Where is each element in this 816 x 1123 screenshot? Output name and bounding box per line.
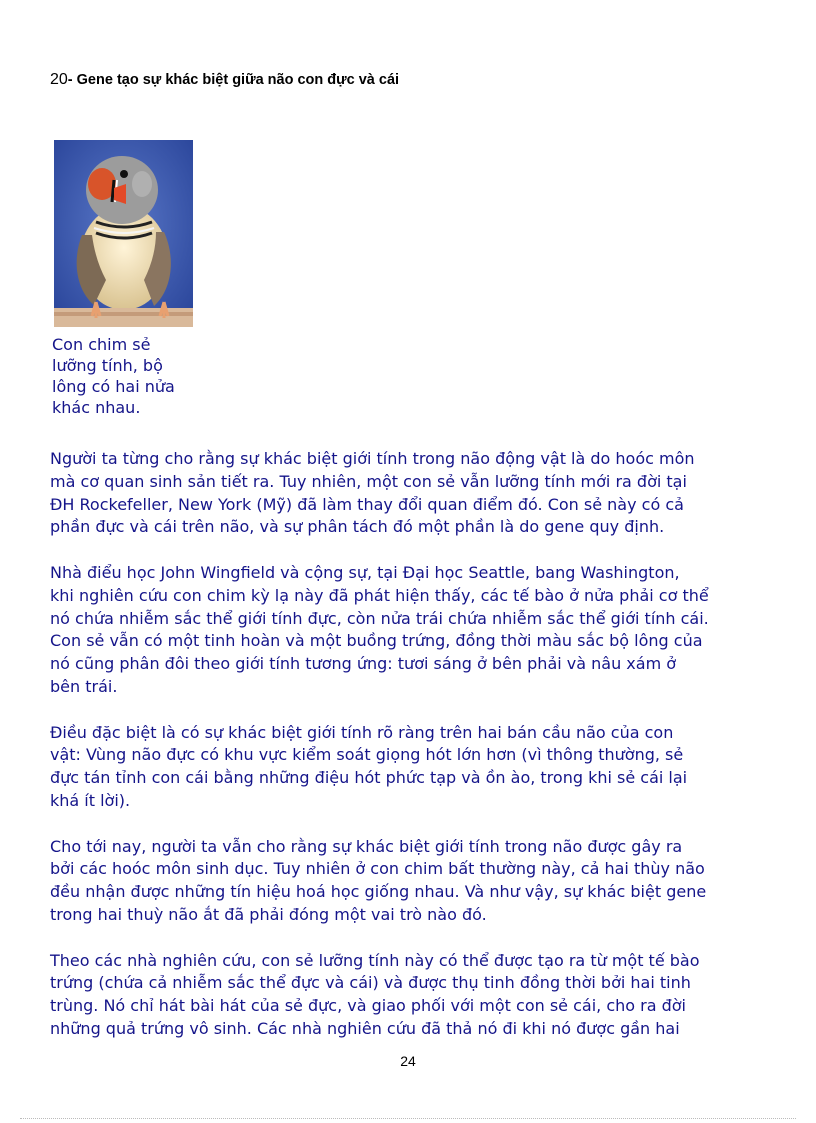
- paragraph: Cho tới nay, người ta vẫn cho rằng sự khác biệt giới tính trong não được gây ra bởi các hoóc môn sinh dục. Tuy nhiên ở con chim bất thường này, cả hai thùy não đều nhận được những tín hiệu hoá học giống nhau. Và như vậy, sự khác biệt gene trong hai thuỳ não ắt đã phải đóng một vai trò nào đó.: [50, 836, 707, 924]
- paragraph: Người ta từng cho rằng sự khác biệt giới tính trong não động vật là do hoóc môn mà cơ quan sinh sản tiết ra. Tuy nhiên, một con sẻ vẫn lưỡng tính mới ra đời tại ĐH Rockefeller, New York (Mỹ) đã làm thay đổi quan điểm đó. Con sẻ này có cả phần đực và cái trên não, và sự phân tách đó một phần là do gene quy định.: [50, 449, 695, 537]
- section-heading: [50, 70, 399, 89]
- paragraph: Theo các nhà nghiên cứu, con sẻ lưỡng tính này có thể được tạo ra từ một tế bào trứng (chứa cả nhiễm sắc thể đực và cái) và được thụ tinh đồng thời bởi hai tinh trùng. Nó chỉ hát bài hát của sẻ đực, và giao phối với một con sẻ cái, cho ra đời những quả trứng vô sinh. Các nhà nghiên cứu đã thả nó đi khi nó được gần hai: [50, 950, 700, 1038]
- paragraph: Điều đặc biệt là có sự khác biệt giới tính rõ ràng trên hai bán cầu não của con vật: Vùng não đực có khu vực kiểm soát giọng hót lớn hơn (vì thông thường, sẻ đực tán tỉnh con cái bằng những điệu hót phức tạp và ồn ào, trong khi sẻ cái lại khá ít lời).: [50, 722, 688, 810]
- section-title: - Gene tạo sự khác biệt giữa não con đực và cái: [67, 72, 400, 88]
- page-bottom-divider: [20, 1118, 796, 1119]
- zebra-finch-photo: [54, 140, 193, 327]
- zebra-finch-icon: [54, 140, 193, 327]
- page-number: 24: [400, 1053, 416, 1069]
- figure-caption: Con chim sẻ lưỡng tính, bộ lông có hai nửa khác nhau.: [52, 335, 175, 417]
- article-body: [50, 448, 776, 1064]
- paragraph: Nhà điểu học John Wingfield và cộng sự, tại Đại học Seattle, bang Washington, khi nghiên cứu con chim kỳ lạ này đã phát hiện thấy, các tế bào ở nửa phải cơ thể nó chứa nhiễm sắc thể giới tính đực, còn nửa trái chứa nhiễm sắc thể giới tính cái. Con sẻ vẫn có một tinh hoàn và một buồng trứng, đồng thời màu sắc bộ lông của nó cũng phân đôi theo giới tính tương ứng: tươi sáng ở bên phải và nâu xám ở bên trái.: [50, 562, 709, 696]
- section-number: 20: [50, 71, 68, 88]
